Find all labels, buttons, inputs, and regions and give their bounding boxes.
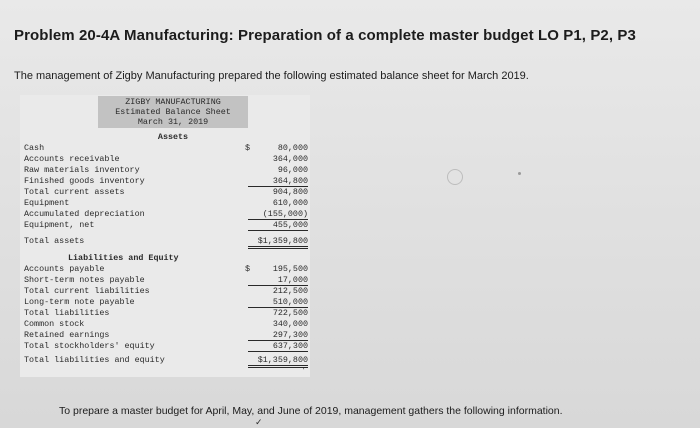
row-label: Equipment, net xyxy=(24,220,95,230)
row-label: Raw materials inventory xyxy=(24,165,140,175)
row-label: Total current liabilities xyxy=(24,286,150,296)
row-label: Total liabilities and equity xyxy=(24,355,165,365)
asset-row xyxy=(24,154,308,164)
balance-sheet xyxy=(20,95,310,377)
row-label: Short-term notes payable xyxy=(24,275,145,285)
intro-text: The management of Zigby Manufacturing prepared the following estimated balance sheet for March 2019. xyxy=(14,70,529,82)
row-label: Retained earnings xyxy=(24,330,110,340)
row-amount: $1,359,800 xyxy=(248,236,308,249)
row-amount: 80,000 xyxy=(277,143,308,153)
row-amount: 340,000 xyxy=(272,319,308,329)
row-label: Long-term note payable xyxy=(24,297,135,307)
problem-title: Problem 20-4A Manufacturing: Preparation of a complete master budget LO P1, P2, P3 xyxy=(14,27,636,44)
liability-row xyxy=(24,330,308,340)
statement-date: March 31, 2019 xyxy=(137,117,209,127)
row-label: Accumulated depreciation xyxy=(24,209,145,219)
row-label: Accounts payable xyxy=(24,264,105,274)
row-amount: 364,000 xyxy=(272,154,308,164)
liability-row xyxy=(24,275,308,285)
asset-row xyxy=(24,165,308,175)
row-label: Finished goods inventory xyxy=(24,176,145,186)
row-amount: 17,000 xyxy=(248,275,308,286)
asset-row xyxy=(24,176,308,186)
row-amount: 195,500 xyxy=(272,264,308,274)
liability-row xyxy=(24,319,308,329)
company-name: ZIGBY MANUFACTURING xyxy=(125,97,221,107)
row-label: Total liabilities xyxy=(24,308,110,318)
asset-row xyxy=(24,187,308,197)
row-amount: (155,000) xyxy=(248,209,308,220)
liability-row xyxy=(24,297,308,307)
row-amount: 96,000 xyxy=(277,165,308,175)
dollar-sign: $ xyxy=(245,264,251,274)
row-label: Total assets xyxy=(24,236,85,246)
asset-row xyxy=(24,209,308,219)
row-amount: 212,500 xyxy=(272,286,308,296)
liability-total-row xyxy=(24,355,308,365)
instructions-text: To prepare a master budget for April, May, and June of 2019, management gathers the following information. xyxy=(59,405,563,417)
asset-row xyxy=(24,198,308,208)
dollar-sign: $ xyxy=(245,143,251,153)
checkmark-icon: ✓ xyxy=(255,417,263,427)
row-amount: 637,300 xyxy=(248,341,308,352)
row-amount: 510,000 xyxy=(248,297,308,308)
dot-mark-icon xyxy=(518,172,521,175)
row-amount: 364,800 xyxy=(248,176,308,187)
row-amount: $1,359,800 xyxy=(248,355,308,368)
asset-row xyxy=(24,220,308,230)
statement-name: Estimated Balance Sheet xyxy=(115,107,231,117)
liability-row xyxy=(24,286,308,296)
row-amount: 455,000 xyxy=(248,220,308,231)
row-label: Cash xyxy=(24,143,45,153)
row-amount: 610,000 xyxy=(272,198,308,208)
asset-row xyxy=(24,143,308,153)
liabilities-heading: Liabilities and Equity xyxy=(68,253,179,263)
text-cursor-icon: ⌐ xyxy=(303,364,308,373)
row-label: Total stockholders' equity xyxy=(24,341,155,351)
liability-row xyxy=(24,264,308,274)
row-amount: 297,300 xyxy=(248,330,308,341)
assets-heading: Assets xyxy=(157,132,189,142)
row-label: Equipment xyxy=(24,198,70,208)
liability-row xyxy=(24,308,308,318)
row-label: Total current assets xyxy=(24,187,125,197)
row-amount: 904,800 xyxy=(272,187,308,197)
row-label: Common stock xyxy=(24,319,85,329)
row-amount: 722,500 xyxy=(272,308,308,318)
row-label: Accounts receivable xyxy=(24,154,120,164)
liability-row xyxy=(24,341,308,351)
circle-mark-icon xyxy=(447,169,463,185)
balance-sheet-header xyxy=(98,96,248,128)
asset-total-row xyxy=(24,236,308,246)
